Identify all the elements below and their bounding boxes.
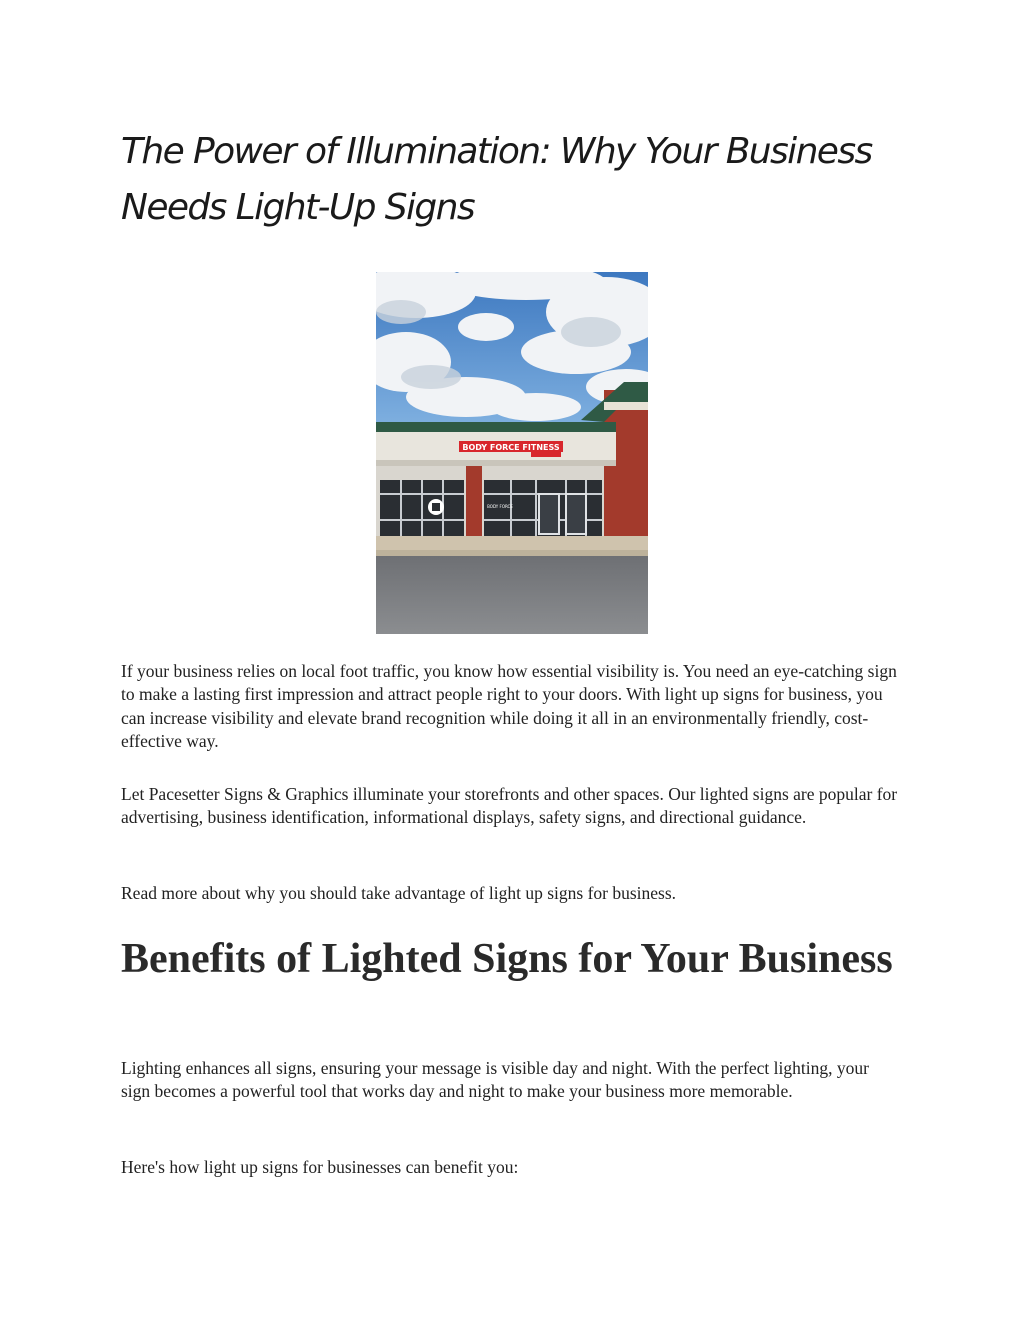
section-heading: Benefits of Lighted Signs for Your Business — [121, 936, 893, 982]
intro-paragraph: If your business relies on local foot traffic, you know how essential visibility is. You need an eye-catching sign to make a lasting first impression and attract people right to your doors. With light up signs for business, you can increase visibility and elevate brand recognition while doing it all in an environmentally friendly, cost-effective way. — [121, 661, 897, 751]
benefits-intro-paragraph: Here's how light up signs for businesses can benefit you: — [121, 1157, 519, 1177]
storefront-photo — [376, 272, 648, 634]
parking-lot — [376, 556, 648, 634]
sign-text: BODY FORCE FITNESS — [462, 443, 560, 452]
article-title: The Power of Illumination: Why Your Business Needs Light-Up Signs — [121, 131, 872, 228]
benefits-paragraph: Lighting enhances all signs, ensuring your message is visible day and night. With the perfect lighting, your sign becomes a powerful tool that works day and night to make your business more memorable. — [121, 1058, 869, 1102]
door-text: BODY FORCE — [487, 504, 513, 509]
pacesetter-paragraph: Let Pacesetter Signs & Graphics illuminate your storefronts and other spaces. Our lighted signs are popular for advertising, business identification, informational displays, safety signs, and directional guidance. — [121, 784, 898, 828]
roof-band — [376, 422, 616, 432]
read-more-paragraph: Read more about why you should take advantage of light up signs for business. — [121, 883, 677, 903]
